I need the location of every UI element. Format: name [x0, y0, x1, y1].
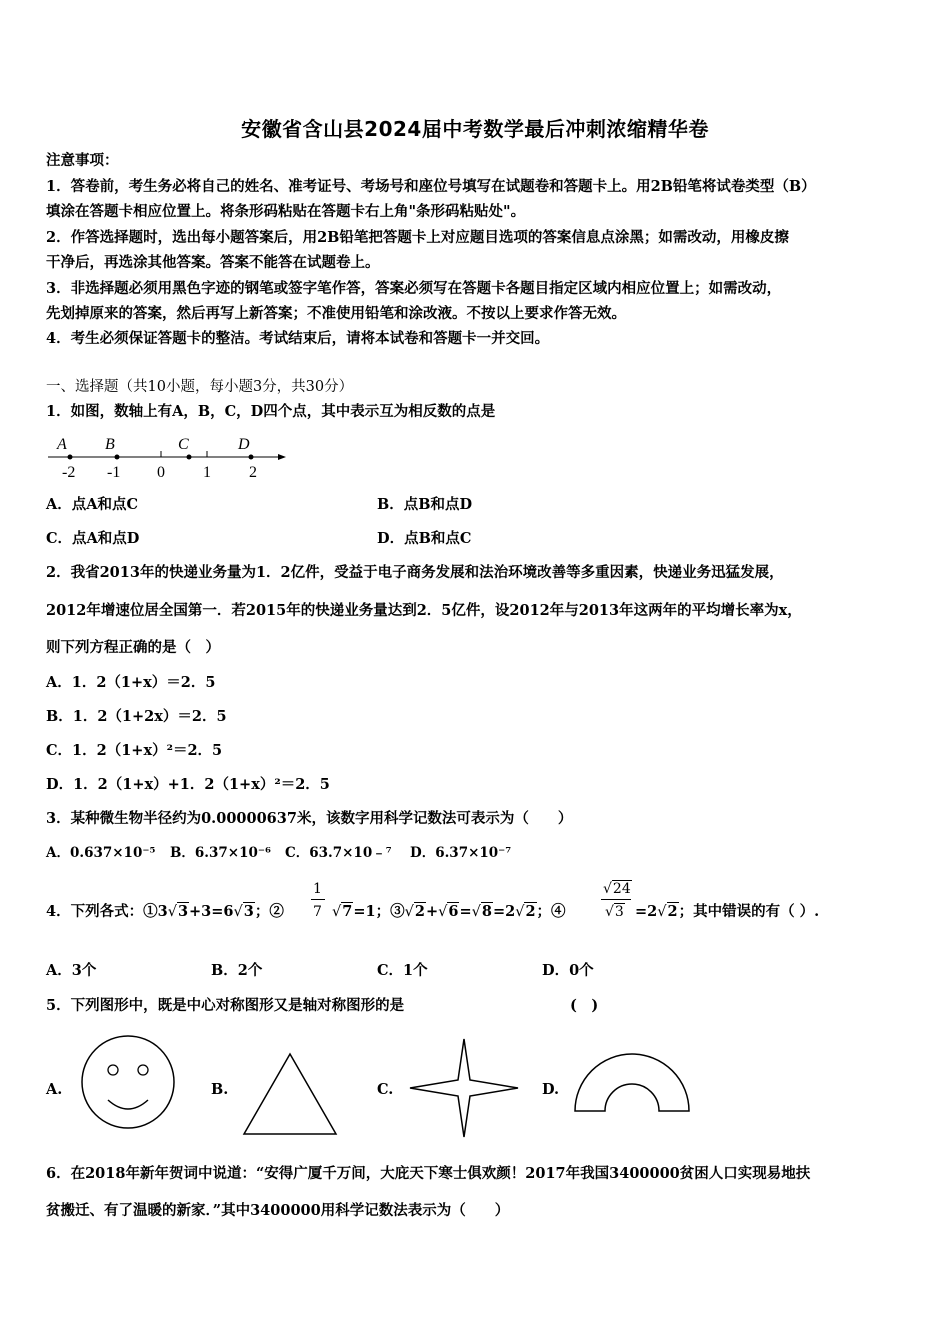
- q4-radicand: 3: [177, 903, 189, 920]
- triangle-figure: [240, 1050, 340, 1140]
- q4-radicand: 3: [614, 904, 624, 920]
- q4-frac4-numerator: √24: [603, 881, 631, 897]
- notice-heading: 注意事项：: [46, 152, 119, 169]
- q4-expr-text: =2: [492, 903, 516, 920]
- q4-expr-2: √7=1；③√2+√6=√8=2√2；④: [332, 903, 566, 920]
- notice-line: 4．考生必须保证答题卡的整洁。考试结束后，请将本试卷和答题卡一并交回。: [46, 330, 550, 347]
- q4-frac2-denominator: 7: [313, 904, 322, 920]
- question-2-line: 则下列方程正确的是（ ）: [46, 639, 220, 656]
- point-b-dot: [115, 455, 120, 460]
- question-1-stem: 1．如图，数轴上有A，B，C，D四个点，其中表示互为相反数的点是: [46, 403, 496, 420]
- q4-suffix: ；其中错误的有（ ）.: [678, 903, 820, 920]
- q4-radicand: 2: [525, 903, 536, 920]
- q1-option-b: B．点B和点D: [377, 496, 473, 513]
- q4-expr-text: 3: [157, 903, 168, 920]
- notice-line: 填涂在答题卡相应位置上。将条形码粘贴在答题卡右上角"条形码粘贴处"。: [46, 203, 526, 220]
- q4-expr-text: =2: [635, 903, 658, 920]
- question-5-stem: 5．下列图形中，既是中心对称图形又是轴对称图形的是: [46, 997, 405, 1014]
- q4-expr-text: +3=6: [189, 903, 234, 920]
- q5-label-b: B.: [211, 1081, 229, 1098]
- q1-option-c: C．点A和点D: [46, 530, 140, 547]
- tick-label: 0: [157, 464, 165, 481]
- q4-option-d: D．0个: [542, 962, 594, 979]
- four-point-star-figure: [406, 1036, 522, 1140]
- q2-option-b: B．1．2（1+2x）＝2．5: [46, 708, 227, 725]
- q4-expr-4: =2√2；其中错误的有（ ）.: [635, 903, 820, 920]
- q4-radicand: 24: [612, 881, 631, 897]
- point-d-label: D: [238, 436, 250, 453]
- question-6-line: 6．在2018年新年贺词中说道：“安得广厦千万间，大庇天下寒士俱欢颜！2017年我国3400000贫困人口实现易地扶: [46, 1165, 811, 1182]
- q4-option-c: C．1个: [377, 962, 428, 979]
- q2-option-d: D．1．2（1+x）+1．2（1+x）²＝2．5: [46, 776, 330, 793]
- q4-expr-text: =1: [353, 903, 376, 920]
- page-title: 安徽省含山县2024届中考数学最后冲刺浓缩精华卷: [241, 117, 709, 141]
- q4-separator: ；③: [375, 903, 405, 920]
- point-c-label: C: [178, 436, 189, 453]
- q4-frac2-bar: [311, 899, 325, 900]
- question-2-line: 2．我省2013年的快递业务量为1．2亿件，受益于电子商务发展和法治环境改善等多重因素，快递业务迅猛发展，: [46, 564, 784, 581]
- tick-label: 1: [203, 464, 211, 481]
- q4-radicand: 6: [448, 903, 459, 920]
- notice-line: 1．答卷前，考生务必将自己的姓名、准考证号、考场号和座位号填写在试题卷和答题卡上。用2B铅笔将试卷类型（B）: [46, 178, 816, 195]
- q4-radicand: 8: [481, 903, 492, 920]
- notice-line: 干净后，再选涂其他答案。答案不能答在试题卷上。: [46, 254, 380, 271]
- q4-prefix: 4．下列各式：①: [46, 903, 158, 920]
- q1-option-a: A．点A和点C: [46, 496, 139, 513]
- q3-option-c: C．63.7×10﹣⁷: [285, 845, 392, 861]
- notice-line: 2．作答选择题时，选出每小题答案后，用2B铅笔把答题卡上对应题目选项的答案信息点涂黑；如需改动，用橡皮擦: [46, 229, 789, 246]
- q4-radicand: 2: [414, 903, 425, 920]
- smiley-face-figure: [78, 1032, 178, 1132]
- question-5-paren: ( ): [570, 997, 599, 1014]
- point-a-dot: [68, 455, 73, 460]
- q5-label-c: C.: [377, 1081, 394, 1098]
- tick-label: -2: [62, 464, 76, 481]
- q3-option-a: A．0.637×10⁻⁵: [46, 845, 156, 861]
- q3-option-d: D．6.37×10⁻⁷: [410, 845, 512, 861]
- q1-option-d: D．点B和点C: [377, 530, 472, 547]
- q5-label-d: D.: [542, 1081, 560, 1098]
- q3-option-b: B．6.37×10⁻⁶: [170, 845, 271, 861]
- point-d-dot: [249, 455, 254, 460]
- notice-line: 3．非选择题必须用黑色字迹的钢笔或签字笔作答，答案必须写在答题卡各题目指定区域内相应位置上；如需改动，: [46, 280, 782, 297]
- axis-arrow: [278, 454, 286, 460]
- q4-frac4-bar: [601, 899, 631, 900]
- q4-radicand: 7: [342, 903, 353, 920]
- q4-separator: ；④: [536, 903, 566, 920]
- section-heading: 一、选择题（共10小题，每小题3分，共30分）: [46, 379, 354, 395]
- question-3-stem: 3．某种微生物半径约为0.00000637米，该数字用科学记数法可表示为（ ）: [46, 810, 573, 827]
- question-6-line: 贫搬迁、有了温暖的新家．”其中3400000用科学记数法表示为（ ）: [46, 1202, 510, 1219]
- q2-option-c: C．1．2（1+x）²＝2．5: [46, 742, 223, 759]
- question-2-line: 2012年增速位居全国第一．若2015年的快递业务量达到2．5亿件，设2012年与2013年这两年的平均增长率为x，: [46, 602, 802, 619]
- q4-option-b: B．2个: [211, 962, 263, 979]
- q4-separator: ；②: [254, 903, 284, 920]
- semi-annulus-figure: [570, 1045, 694, 1117]
- q4-frac2-numerator: 1: [313, 881, 322, 897]
- q4-radicand: 2: [667, 903, 678, 920]
- point-b-label: B: [105, 436, 115, 453]
- q4-option-a: A．3个: [46, 962, 97, 979]
- tick-label: 2: [249, 464, 257, 481]
- q4-expr-text: +: [425, 903, 439, 920]
- point-c-dot: [187, 455, 192, 460]
- point-a-label: A: [57, 436, 67, 453]
- number-line-figure: [40, 430, 300, 485]
- question-4-stem: 4．下列各式：①3√3+3=6√3；②: [46, 903, 284, 920]
- tick-label: -1: [107, 464, 121, 481]
- q4-frac4-denominator: √3: [605, 904, 624, 920]
- q2-option-a: A．1．2（1+x）＝2．5: [46, 674, 216, 691]
- q4-radicand: 3: [243, 903, 254, 920]
- q5-label-a: A.: [46, 1081, 63, 1098]
- notice-line: 先划掉原来的答案，然后再写上新答案；不准使用铅笔和涂改液。不按以上要求作答无效。: [46, 305, 626, 322]
- q4-expr-text: =: [459, 903, 472, 920]
